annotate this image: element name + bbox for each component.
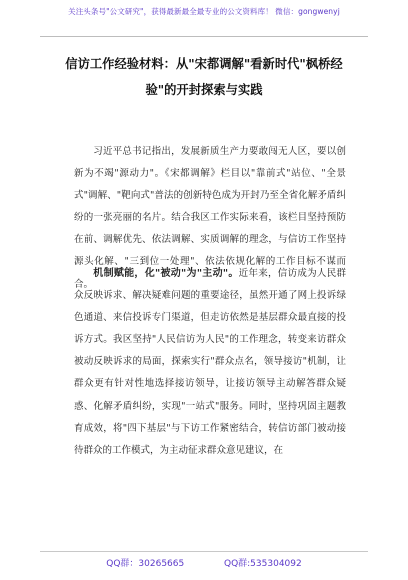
footer-divider [40, 551, 368, 552]
footer-qq-1: QQ群：30265665 [106, 559, 185, 569]
paragraph-1-text: 习近平总书记指出，发展新质生产力要敢闯无人区，要以创新为不竭"源动力"。《宋都调解》栏目以"靠前式"站位、"全景式"调解、"靶向式"普法的创新特色成为开封乃至全省化解矛盾纠纷的一张亮丽的名片。结合我区工作实际来看，该栏目坚持预防在前、调解优先、依法调解、实质调解的理念，与信访工作坚持源头化解、"三到位一处理"、依法依规化解的工作目标不谋而合。 [74, 146, 346, 290]
paragraph-2-lead: 机制赋能，化"被动"为"主动"。 [93, 268, 239, 279]
footer-qq-2: QQ群:535304092 [223, 559, 302, 569]
paragraph-2-text: 近年来，信访成为人民群众反映诉求、解决疑难问题的重要途径，虽然开通了网上投诉绿色通道、来信投诉专门渠道，但走访依然是基层群众最直接的投诉方式。我区坚持"人民信访为人民"的工作理念，转变来访群众被动反映诉求的局面，探索实行"群众点名，领导接访"机制，让群众更有针对性地选择接访领导，让接访领导主动解答群众疑惑、化解矛盾纠纷，实现"一站式"服务。同时，坚持巩固主题教育成效，将"四下基层"与下访工作紧密结合，转信访部门被动接待群众的工作模式，为主动征求群众意见建议，在 [74, 268, 346, 456]
header-banner: 关注头条号"公文研究"，获得最新最全最专业的公文资料库！ 微信：gongwenyj [68, 7, 340, 16]
paragraph-2 [74, 263, 346, 462]
document-title [48, 51, 360, 103]
title-line-2: 验"的开封探索与实践 [145, 83, 263, 97]
footer [0, 556, 408, 569]
title-line-1: 信访工作经验材料：从"宋都调解"看新时代"枫桥经 [65, 57, 343, 71]
header-divider [40, 36, 368, 37]
